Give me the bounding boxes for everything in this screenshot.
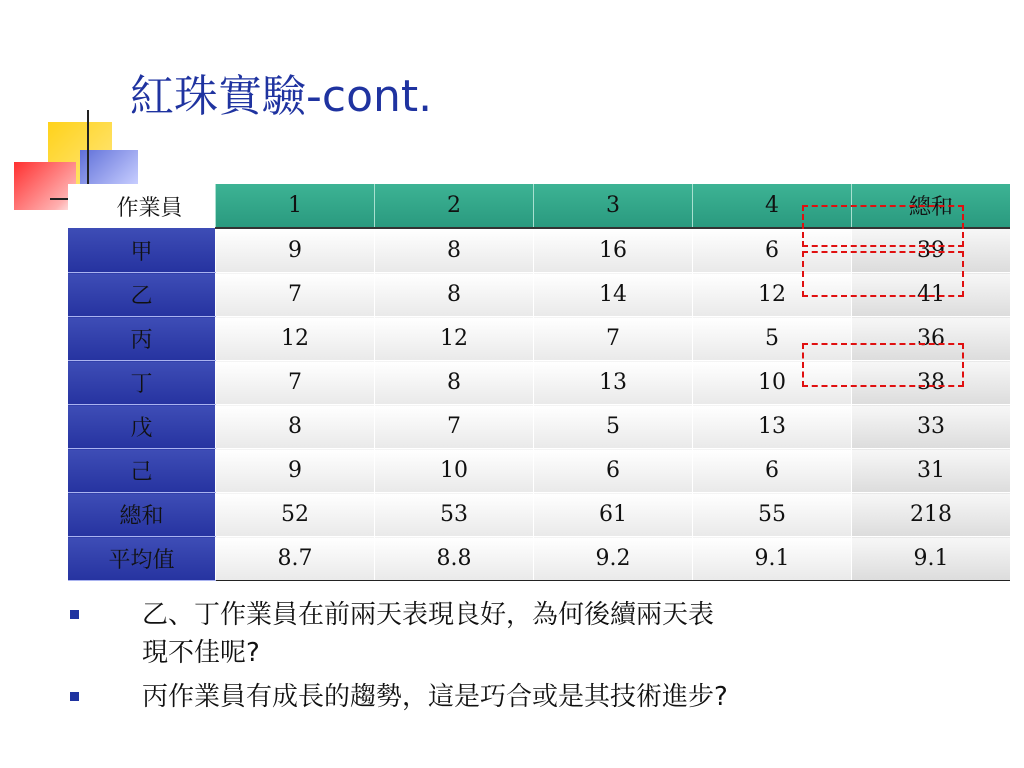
table-cell: 9.1 bbox=[693, 537, 852, 581]
table-row-average bbox=[68, 537, 1010, 581]
table-cell: 7 bbox=[375, 405, 534, 449]
table-cell: 16 bbox=[534, 228, 693, 273]
table-cell: 8 bbox=[375, 361, 534, 405]
row-label: 平均值 bbox=[68, 537, 216, 581]
table-cell: 12 bbox=[216, 317, 375, 361]
row-label: 己 bbox=[68, 449, 216, 493]
col-header: 1 bbox=[216, 184, 375, 228]
col-header: 4 bbox=[693, 184, 852, 228]
table-cell-total: 218 bbox=[852, 493, 1011, 537]
table-cell: 7 bbox=[216, 361, 375, 405]
table-cell: 10 bbox=[375, 449, 534, 493]
table-cell: 12 bbox=[693, 273, 852, 317]
table-row-sum bbox=[68, 493, 1010, 537]
table-cell: 8 bbox=[216, 405, 375, 449]
table-cell: 52 bbox=[216, 493, 375, 537]
col-header: 2 bbox=[375, 184, 534, 228]
table-cell-total: 39 bbox=[852, 228, 1011, 273]
table-cell: 9 bbox=[216, 228, 375, 273]
highlight-box-jia bbox=[802, 205, 964, 247]
table-cell: 5 bbox=[534, 405, 693, 449]
table-cell: 14 bbox=[534, 273, 693, 317]
table-cell: 13 bbox=[693, 405, 852, 449]
row-label: 丙 bbox=[68, 317, 216, 361]
table-cell: 8.7 bbox=[216, 537, 375, 581]
highlight-box-yi bbox=[802, 251, 964, 297]
col-header-total: 總和 bbox=[852, 184, 1011, 228]
square-bullet-icon bbox=[70, 692, 79, 701]
table-cell: 10 bbox=[693, 361, 852, 405]
table-cell-total: 36 bbox=[852, 317, 1011, 361]
table-cell-total: 31 bbox=[852, 449, 1011, 493]
table-cell: 7 bbox=[534, 317, 693, 361]
bullet-text-line: 丙作業員有成長的趨勢，這是巧合或是其技術進步? bbox=[142, 682, 728, 712]
bullet-item bbox=[70, 678, 950, 716]
row-label: 丁 bbox=[68, 361, 216, 405]
row-label: 總和 bbox=[68, 493, 216, 537]
table-cell: 5 bbox=[693, 317, 852, 361]
table-cell: 8 bbox=[375, 273, 534, 317]
table-row bbox=[68, 449, 1010, 493]
row-label: 戊 bbox=[68, 405, 216, 449]
table-cell: 13 bbox=[534, 361, 693, 405]
bullet-text-line: 現不佳呢? bbox=[142, 638, 260, 668]
bullet-list bbox=[70, 596, 950, 722]
col-header: 3 bbox=[534, 184, 693, 228]
table-cell: 9 bbox=[216, 449, 375, 493]
table-cell-total: 33 bbox=[852, 405, 1011, 449]
corner-label: 作業員 bbox=[68, 184, 216, 228]
square-bullet-icon bbox=[70, 610, 79, 619]
table-row bbox=[68, 405, 1010, 449]
slide-title: 紅珠實驗-cont. bbox=[130, 71, 433, 122]
table-cell: 53 bbox=[375, 493, 534, 537]
table-cell-total: 41 bbox=[852, 273, 1011, 317]
table-cell: 6 bbox=[693, 449, 852, 493]
table-cell-total: 9.1 bbox=[852, 537, 1011, 581]
row-label: 乙 bbox=[68, 273, 216, 317]
table-cell: 6 bbox=[693, 228, 852, 273]
table-cell: 8.8 bbox=[375, 537, 534, 581]
table-cell: 55 bbox=[693, 493, 852, 537]
table-cell: 12 bbox=[375, 317, 534, 361]
row-label: 甲 bbox=[68, 228, 216, 273]
table-cell: 8 bbox=[375, 228, 534, 273]
table-cell: 6 bbox=[534, 449, 693, 493]
table-cell: 7 bbox=[216, 273, 375, 317]
bullet-text-line: 乙、丁作業員在前兩天表現良好，為何後續兩天表 bbox=[142, 600, 715, 630]
table-cell: 9.2 bbox=[534, 537, 693, 581]
table-cell-total: 38 bbox=[852, 361, 1011, 405]
table-cell: 61 bbox=[534, 493, 693, 537]
highlight-box-ding bbox=[802, 343, 964, 387]
decor-red-square bbox=[14, 162, 76, 210]
bullet-item bbox=[70, 596, 950, 672]
